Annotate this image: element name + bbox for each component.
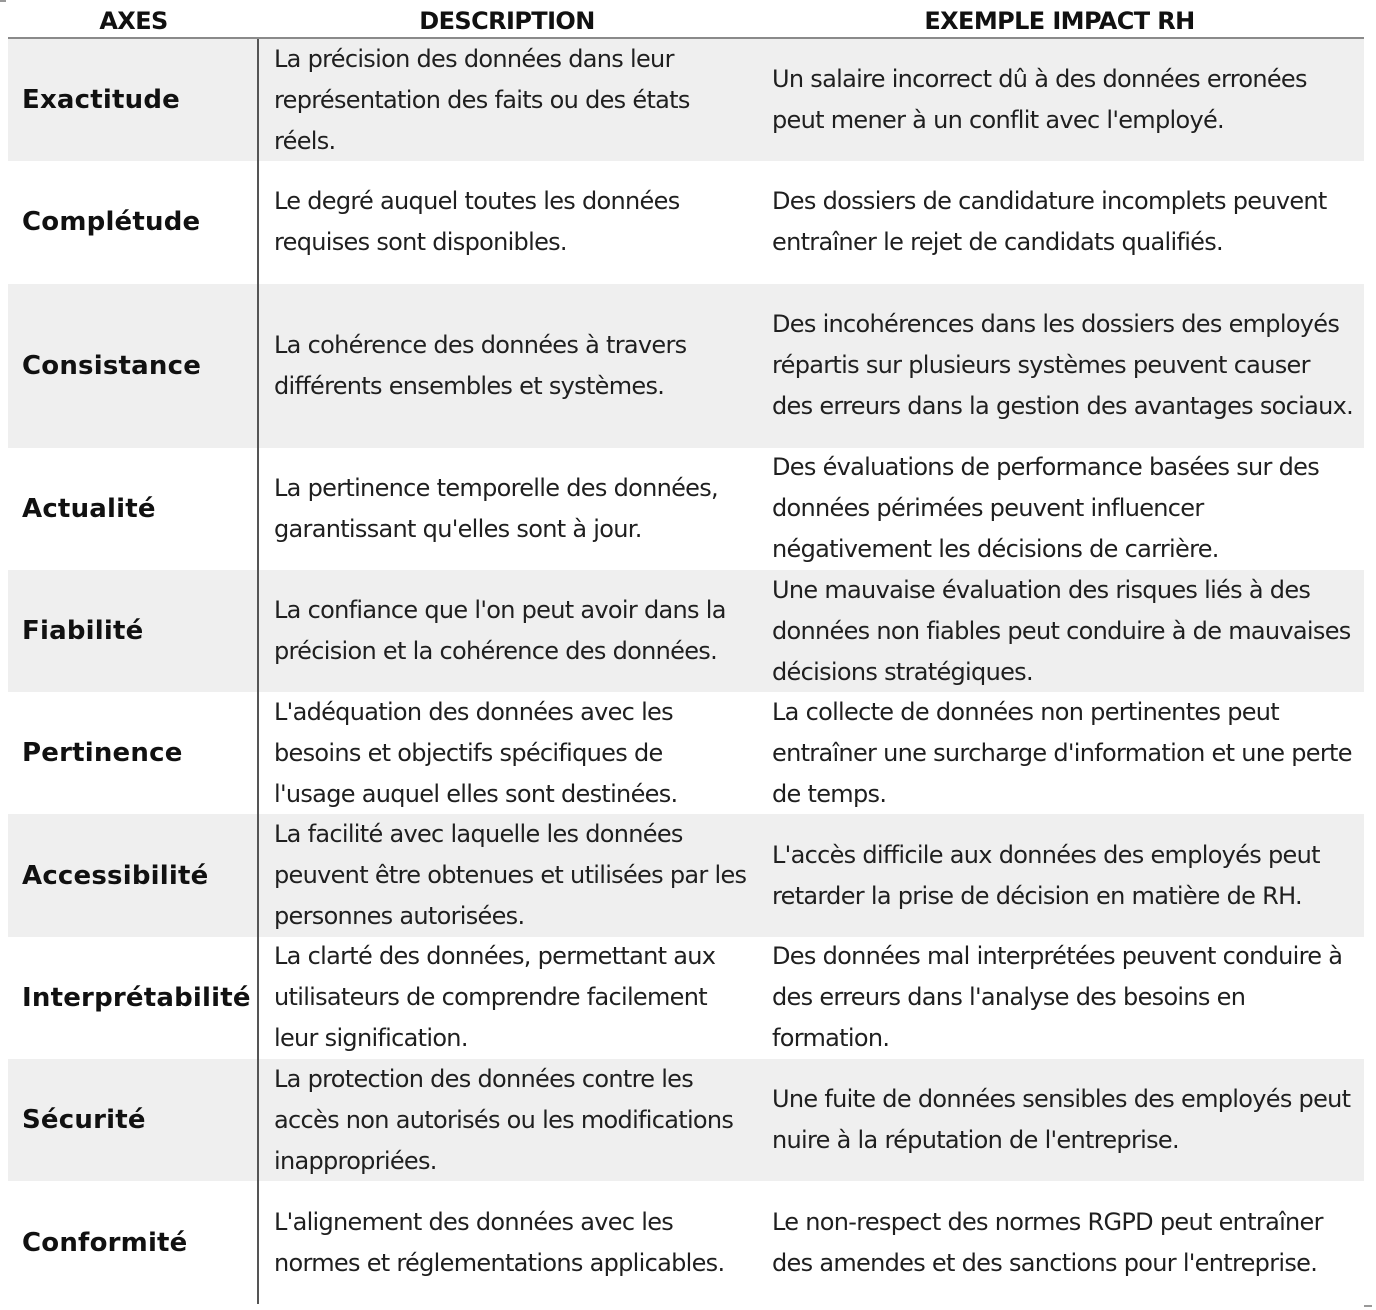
axis-cell: Accessibilité — [8, 814, 259, 936]
table-row — [8, 1059, 1364, 1181]
description-cell: La clarté des données, permettant aux utilisateurs de comprendre facilement leur signification. — [274, 942, 716, 1053]
description-cell: La confiance que l'on peut avoir dans la précision et la cohérence des données. — [274, 596, 726, 666]
example-cell: Une fuite de données sensibles des employés peut nuire à la réputation de l'entreprise. — [772, 1085, 1351, 1155]
example-cell: Des incohérences dans les dossiers des employés répartis sur plusieurs systèmes peuvent causer des erreurs dans la gestion des avantages sociaux. — [772, 310, 1354, 421]
corner-mark — [0, 0, 6, 2]
corner-mark — [1364, 1305, 1372, 1307]
axis-cell: Fiabilité — [8, 570, 259, 692]
description-cell: La facilité avec laquelle les données peuvent être obtenues et utilisées par les personnes autorisées. — [274, 820, 747, 931]
axis-cell: Consistance — [8, 284, 259, 448]
axis-cell: Pertinence — [8, 692, 259, 814]
table-row — [8, 448, 1364, 570]
table-row — [8, 284, 1364, 448]
data-quality-table — [8, 0, 1364, 1304]
description-cell: Le degré auquel toutes les données requises sont disponibles. — [274, 187, 680, 257]
header-axes: AXES — [99, 7, 168, 35]
example-cell: Des évaluations de performance basées sur des données périmées peuvent influencer négativement les décisions de carrière. — [772, 453, 1320, 564]
description-cell: L'alignement des données avec les normes et réglementations applicables. — [274, 1207, 725, 1277]
header-example: EXEMPLE IMPACT RH — [924, 7, 1195, 35]
axis-cell: Sécurité — [8, 1059, 259, 1181]
table-row — [8, 39, 1364, 161]
example-cell: La collecte de données non pertinentes peut entraîner une surcharge d'information et une perte de temps. — [772, 697, 1352, 808]
description-cell: La cohérence des données à travers différents ensembles et systèmes. — [274, 330, 687, 400]
example-cell: L'accès difficile aux données des employés peut retarder la prise de décision en matière de RH. — [772, 840, 1320, 910]
axis-cell: Exactitude — [8, 39, 259, 161]
description-cell: La pertinence temporelle des données, garantissant qu'elles sont à jour. — [274, 473, 718, 543]
table-row — [8, 570, 1364, 692]
description-cell: La précision des données dans leur représentation des faits ou des états réels. — [274, 44, 690, 155]
table-row — [8, 1181, 1364, 1303]
table-row — [8, 161, 1364, 283]
axis-cell: Interprétabilité — [8, 937, 259, 1059]
axis-cell: Complétude — [8, 161, 259, 283]
example-cell: Des données mal interprétées peuvent conduire à des erreurs dans l'analyse des besoins en formation. — [772, 942, 1343, 1053]
table-row — [8, 692, 1364, 814]
header-description: DESCRIPTION — [419, 7, 595, 35]
table-header — [8, 0, 1364, 39]
example-cell: Des dossiers de candidature incomplets peuvent entraîner le rejet de candidats qualifiés. — [772, 187, 1327, 257]
description-cell: La protection des données contre les accès non autorisés ou les modifications inappropriées. — [274, 1064, 734, 1175]
example-cell: Un salaire incorrect dû à des données erronées peut mener à un conflit avec l'employé. — [772, 65, 1307, 135]
example-cell: Une mauvaise évaluation des risques liés à des données non fiables peut conduire à de mauvaises décisions stratégiques. — [772, 575, 1351, 686]
table-row — [8, 937, 1364, 1059]
description-cell: L'adéquation des données avec les besoins et objectifs spécifiques de l'usage auquel elles sont destinées. — [274, 697, 678, 808]
table-row — [8, 814, 1364, 936]
axis-cell: Actualité — [8, 448, 259, 570]
axis-cell: Conformité — [8, 1181, 259, 1303]
example-cell: Le non-respect des normes RGPD peut entraîner des amendes et des sanctions pour l'entreprise. — [772, 1207, 1323, 1277]
